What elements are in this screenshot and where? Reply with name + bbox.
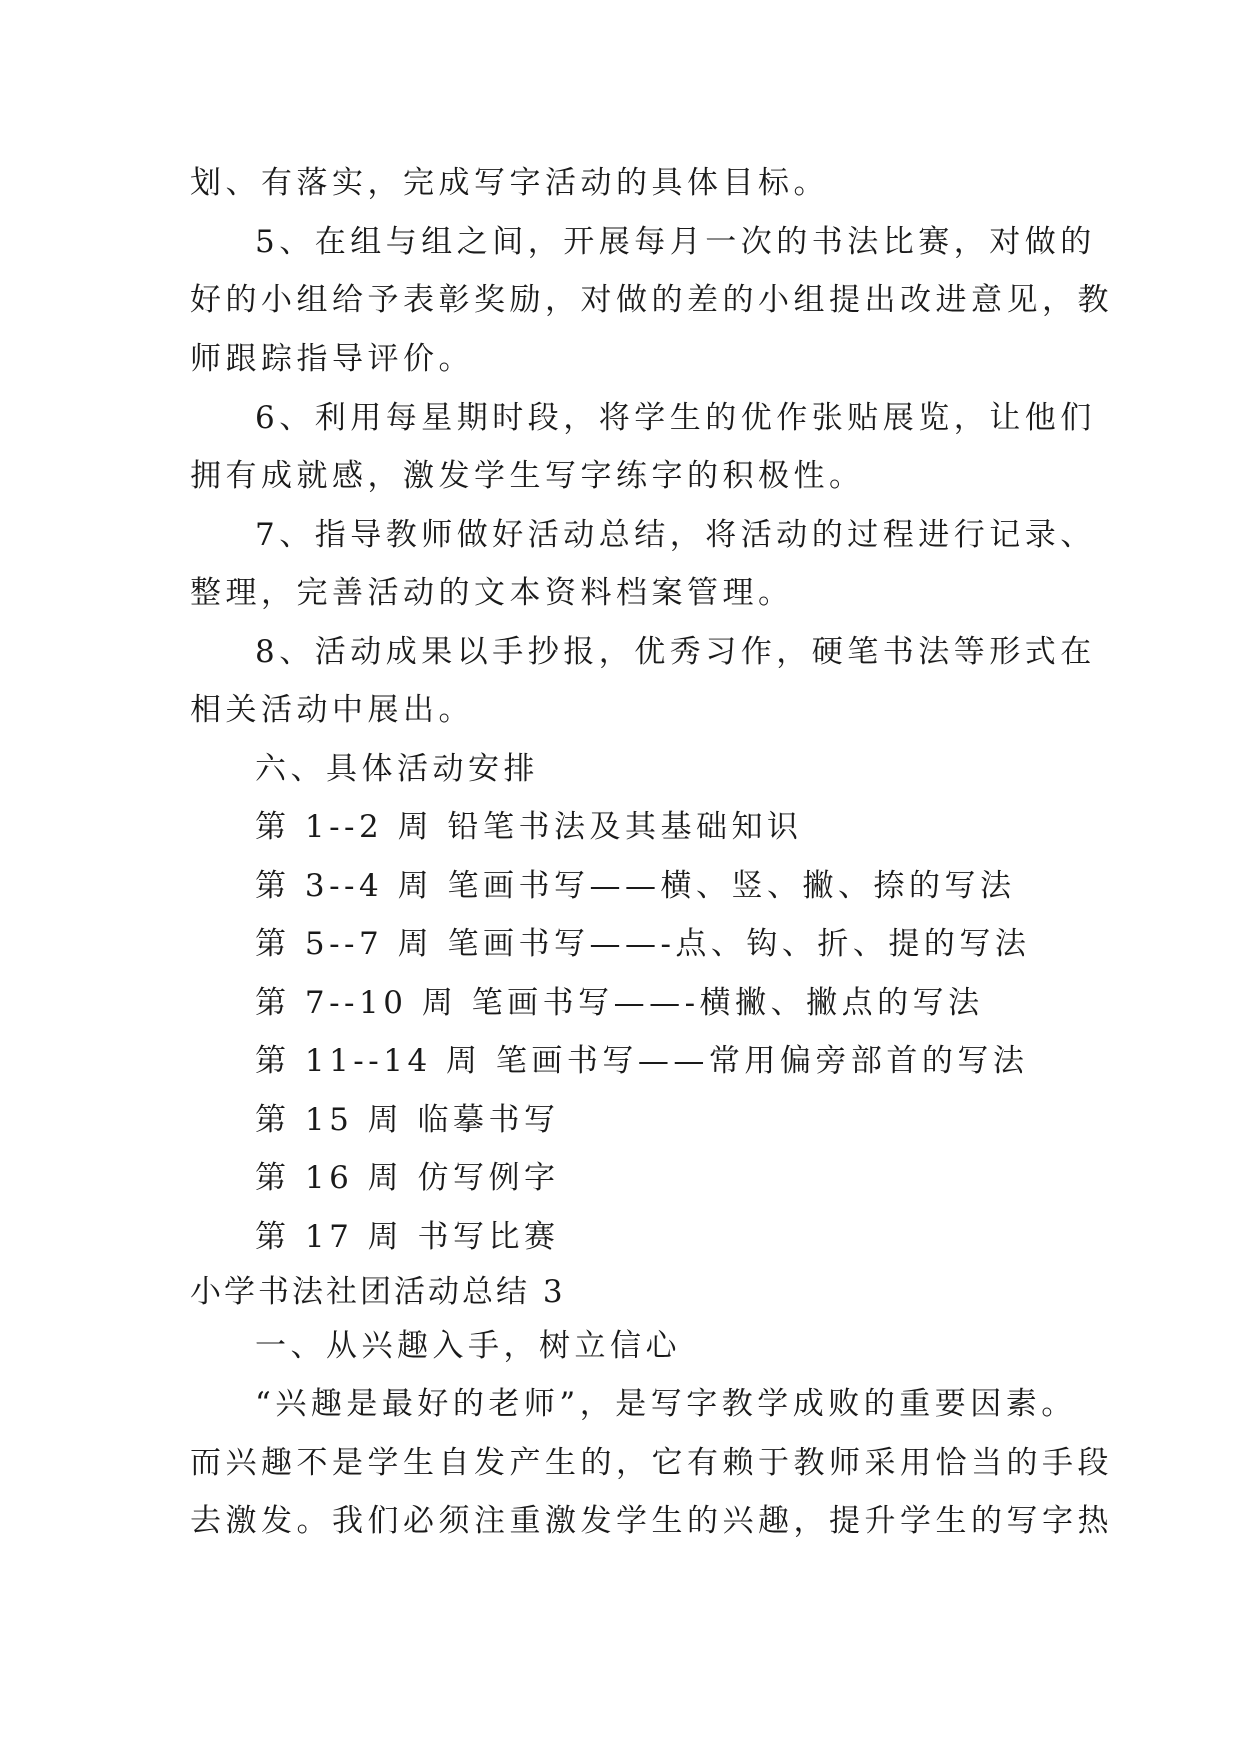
section-heading: 一、从兴趣入手，树立信心 [255, 1328, 681, 1364]
body-text-line: 划、有落实，完成写字活动的具体目标。 [190, 165, 829, 201]
body-text-line: 师跟踪指导评价。 [190, 341, 474, 377]
schedule-item: 第 7--10 周 笔画书写——-横撇、撇点的写法 [255, 985, 984, 1021]
schedule-item: 第 5--7 周 笔画书写——-点、钩、折、提的写法 [255, 926, 1031, 962]
body-text-line: 8、活动成果以手抄报，优秀习作，硬笔书法等形式在 [255, 634, 1096, 670]
schedule-item: 第 17 周 书写比赛 [255, 1219, 560, 1255]
body-text-line: 去激发。我们必须注重激发学生的兴趣，提升学生的写字热 [190, 1503, 1113, 1539]
body-text-line: 相关活动中展出。 [190, 692, 474, 728]
body-text-line: 好的小组给予表彰奖励，对做的差的小组提出改进意见，教 [190, 282, 1113, 318]
body-text-line: 拥有成就感，激发学生写字练字的积极性。 [190, 458, 865, 494]
section-heading: 六、具体活动安排 [255, 751, 539, 787]
schedule-item: 第 16 周 仿写例字 [255, 1160, 560, 1196]
body-text-line: 整理，完善活动的文本资料档案管理。 [190, 575, 794, 611]
schedule-item: 第 1--2 周 铅笔书法及其基础知识 [255, 809, 803, 845]
body-text-line: “兴趣是最好的老师”，是写字教学成败的重要因素。 [255, 1386, 1077, 1422]
schedule-item: 第 3--4 周 笔画书写——横、竖、撇、捺的写法 [255, 868, 1016, 904]
schedule-item: 第 15 周 临摹书写 [255, 1102, 560, 1138]
body-text-line: 6、利用每星期时段，将学生的优作张贴展览，让他们 [255, 400, 1096, 436]
schedule-item: 第 11--14 周 笔画书写——常用偏旁部首的写法 [255, 1043, 1029, 1079]
body-text-line: 而兴趣不是学生自发产生的，它有赖于教师采用恰当的手段 [190, 1445, 1113, 1481]
article-title: 小学书法社团活动总结 3 [190, 1274, 566, 1310]
body-text-line: 7、指导教师做好活动总结，将活动的过程进行记录、 [255, 517, 1096, 553]
body-text-line: 5、在组与组之间，开展每月一次的书法比赛，对做的 [255, 224, 1096, 260]
